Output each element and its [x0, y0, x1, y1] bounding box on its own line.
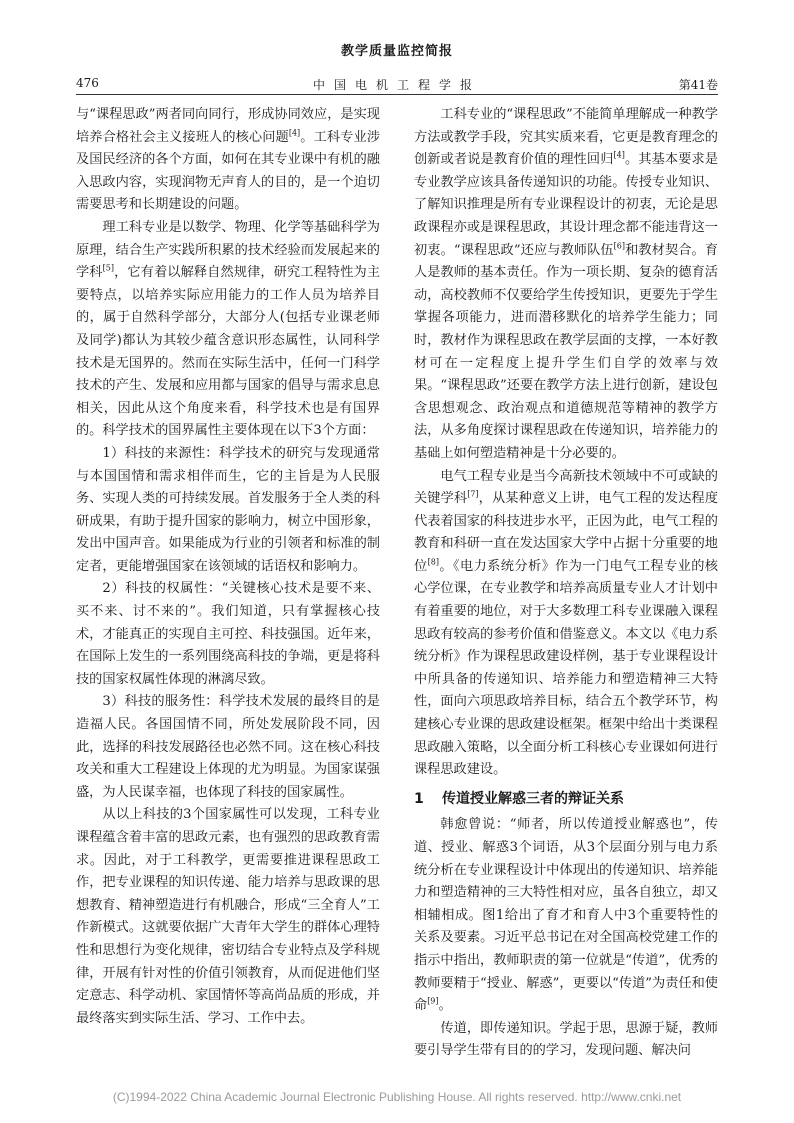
body-paragraph: [76, 578, 380, 691]
running-head: [76, 74, 718, 95]
body-paragraph: [414, 104, 718, 466]
paragraph-text: 韩愈曾说：“师者，所以传道授业解惑也”，传道、授业、解惑3个词语，从3个层面分别与电力系统分析在专业课程设计中体现出的传递知识、培养能力和塑造精神的三大特性相对应，虽各自独立，却又相辅相成。图1给出了育才和育人中3个重要特性的关系及要素。习近平总书记在对全国高校党建工作的指示中指出，教师职责的第一位就是“传道”，优秀的教师要精于“授业、解惑”，更要以“传道”为责任和使命: [414, 817, 718, 1014]
body-paragraph: [76, 691, 380, 804]
journal-banner: 教学质量监控简报: [340, 44, 453, 59]
citation-ref: [4]: [288, 128, 301, 138]
citation-ref: [9]: [427, 996, 439, 1006]
paragraph-text: 3）科技的服务性：科学技术发展的最终目的是造福人民。各国国情不同，所处发展阶段不同，因此，选择的科技发展路径也必然不同。这在核心科技攻关和重大工程建设上体现的尤为明显。为国家谋强盛，为人民谋幸福，也体现了科技的国家属性。: [76, 694, 380, 800]
body-paragraph: [76, 104, 380, 217]
section-title: 传道授业解惑三者的辩证关系: [442, 790, 624, 807]
paragraph-text: 和教材契合。育人是教师的基本责任。作为一项长期、复杂的德育活动，高校教师不仅要给学生传授知识，更要先于学生掌握各项能力，进而潜移默化的培养学生能力；同时，教材作为课程思政在教学层面的支撑，一本好教材可在一定程度上提升学生们自学的效率与效果。“课程思政”还要在教学方法上进行创新，建设包含思想观念、政治观点和道德规范等精神的教学方法，从多角度探讨课程思政在传递知识，培养能力的基础上如何塑造精神是十分必要的。: [414, 242, 719, 461]
body-paragraph: [76, 804, 380, 1030]
citation-ref: [5]: [102, 263, 114, 273]
body-paragraph: [76, 443, 380, 579]
copyright-footer: (C)1994-2022 China Academic Journal Electronic Publishing House. All rights reserved. http://www.cnki.net: [112, 1090, 682, 1104]
citation-ref: [6]: [613, 241, 626, 251]
paragraph-text: 工科专业的“课程思政”不能简单理解成一种教学方法或教学手段，究其实质来看，它更是教育理念的创新或者说是教育价值的理性回归: [414, 107, 718, 168]
journal-title: 中国电机工程学报: [312, 78, 481, 92]
paragraph-text: 电气工程专业是当今高新技术领域中不可或缺的关键学科: [414, 468, 718, 507]
citation-ref: [4]: [613, 150, 625, 160]
body-paragraph: [414, 1018, 718, 1063]
body-paragraph: [414, 466, 718, 782]
body-paragraph: [414, 814, 718, 1017]
paragraph-text: 与“课程思政”两者同向同行，形成协同效应，是实现培养合格社会主义接班人的核心问题: [76, 107, 380, 145]
citation-ref: [8]: [427, 557, 439, 567]
paragraph-text: ，从某种意义上讲，电气工程的发达程度代表着国家的科技进步水平，正因为此，电气工程的教育和科研一直在发达国家大学中占据十分重要的地位: [414, 491, 719, 574]
left-column: [76, 104, 380, 1030]
section-number: 1: [414, 790, 424, 807]
paragraph-text: 。《电力系统分析》作为一门电气工程专业的核心学位课，在专业教学和培养高质量专业人才计划中有着重要的地位，对于大多数理工科专业课融入课程思政有较高的参考价值和借鉴意义。本文以《电力系统分析》作为课程思政建设样例，基于专业课程设计中所具备的传递知识、培养能力和塑造精神三大特性，面向六项思政培养目标，结合五个教学环节，构建核心专业课的思政建设框架。框架中给出十类课程思政融入策略，以全面分析工科核心专业课如何进行课程思政建设。: [414, 558, 718, 778]
paragraph-text: 。: [438, 998, 452, 1014]
right-column: [414, 104, 718, 1063]
paragraph-text: ，它有着以解释自然规律，研究工程特性为主要特点，以培养实际应用能力的工作人员为培养目的，属于自然科学部分，大部分人(包括专业课老师及同学)都认为其较少蕴含意识形态属性，认同科学技术是无国界的。然而在实际生活中，任何一门科学技术的产生、发展和应用都与国家的倡导与需求息息相关，因此从这个角度来看，科学技术也是有国界的。科学技术的国界属性主要体现在以下3个方面：: [76, 265, 381, 439]
body-paragraph: [76, 217, 380, 443]
paragraph-text: 。工科专业涉及国民经济的各个方面，如何在其专业课中有机的融入思政内容，实现润物无声育人的目的，是一个迫切需要思考和长期建设的问题。: [76, 129, 381, 213]
paragraph-text: 1）科技的来源性：科学技术的研究与发现通常与本国国情和需求相伴而生，它的主旨是为人民服务、实现人类的可持续发展。首发服务于全人类的科研成果，有助于提升国家的影响力，树立中国形象，发出中国声音。如果能成为行业的引领者和标准的制定者，更能增强国家在该领域的话语权和影响力。: [76, 445, 380, 574]
page-number: 476: [76, 76, 99, 90]
volume-label: 第41卷: [678, 78, 718, 92]
citation-ref: [7]: [467, 489, 479, 499]
paragraph-text: 。其基本要求是专业教学应该具备传递知识的功能。传授专业知识、了解知识推理是所有专业课程设计的初衷，无论是思政课程亦或是课程思政，其设计理念都不能违背这一初衷。“课程思政”还应与教师队伍: [414, 152, 719, 258]
paragraph-text: 从以上科技的3个国家属性可以发现，工科专业课程蕴含着丰富的思政元素，也有强烈的思政教育需求。因此，对于工科教学，更需要推进课程思政工作，把专业课程的知识传递、能力培养与思政课的思想教育、精神塑造进行有机融合，形成“三全育人”工作新模式。这就要依据广大青年大学生的群体心理特性和思想行为变化规律，密切结合专业特点及学科规律，开展有针对性的价值引领教育，从而促进他们坚定意志、科学动机、家国情怀等高尚品质的形成，并最终落实到实际生活、学习、工作中去。: [76, 807, 380, 1026]
paragraph-text: 传道，即传递知识。学起于思，思源于疑，教师要引导学生带有目的的学习，发现问题、解决问: [414, 1020, 718, 1059]
paragraph-text: 2）科技的权属性：“关键核心技术是要不来、买不来、讨不来的”。我们知道，只有掌握核心技术，才能真正的实现自主可控、科技强国。近年来，在国际上发生的一系列围绕高科技的争端，更是将科技的国家权属性体现的淋漓尽致。: [76, 581, 380, 687]
paragraph-text: 理工科专业是以数学、物理、化学等基础科学为原理，结合生产实践所积累的技术经验而发展起来的学科: [76, 219, 380, 281]
section-heading: [414, 788, 718, 811]
